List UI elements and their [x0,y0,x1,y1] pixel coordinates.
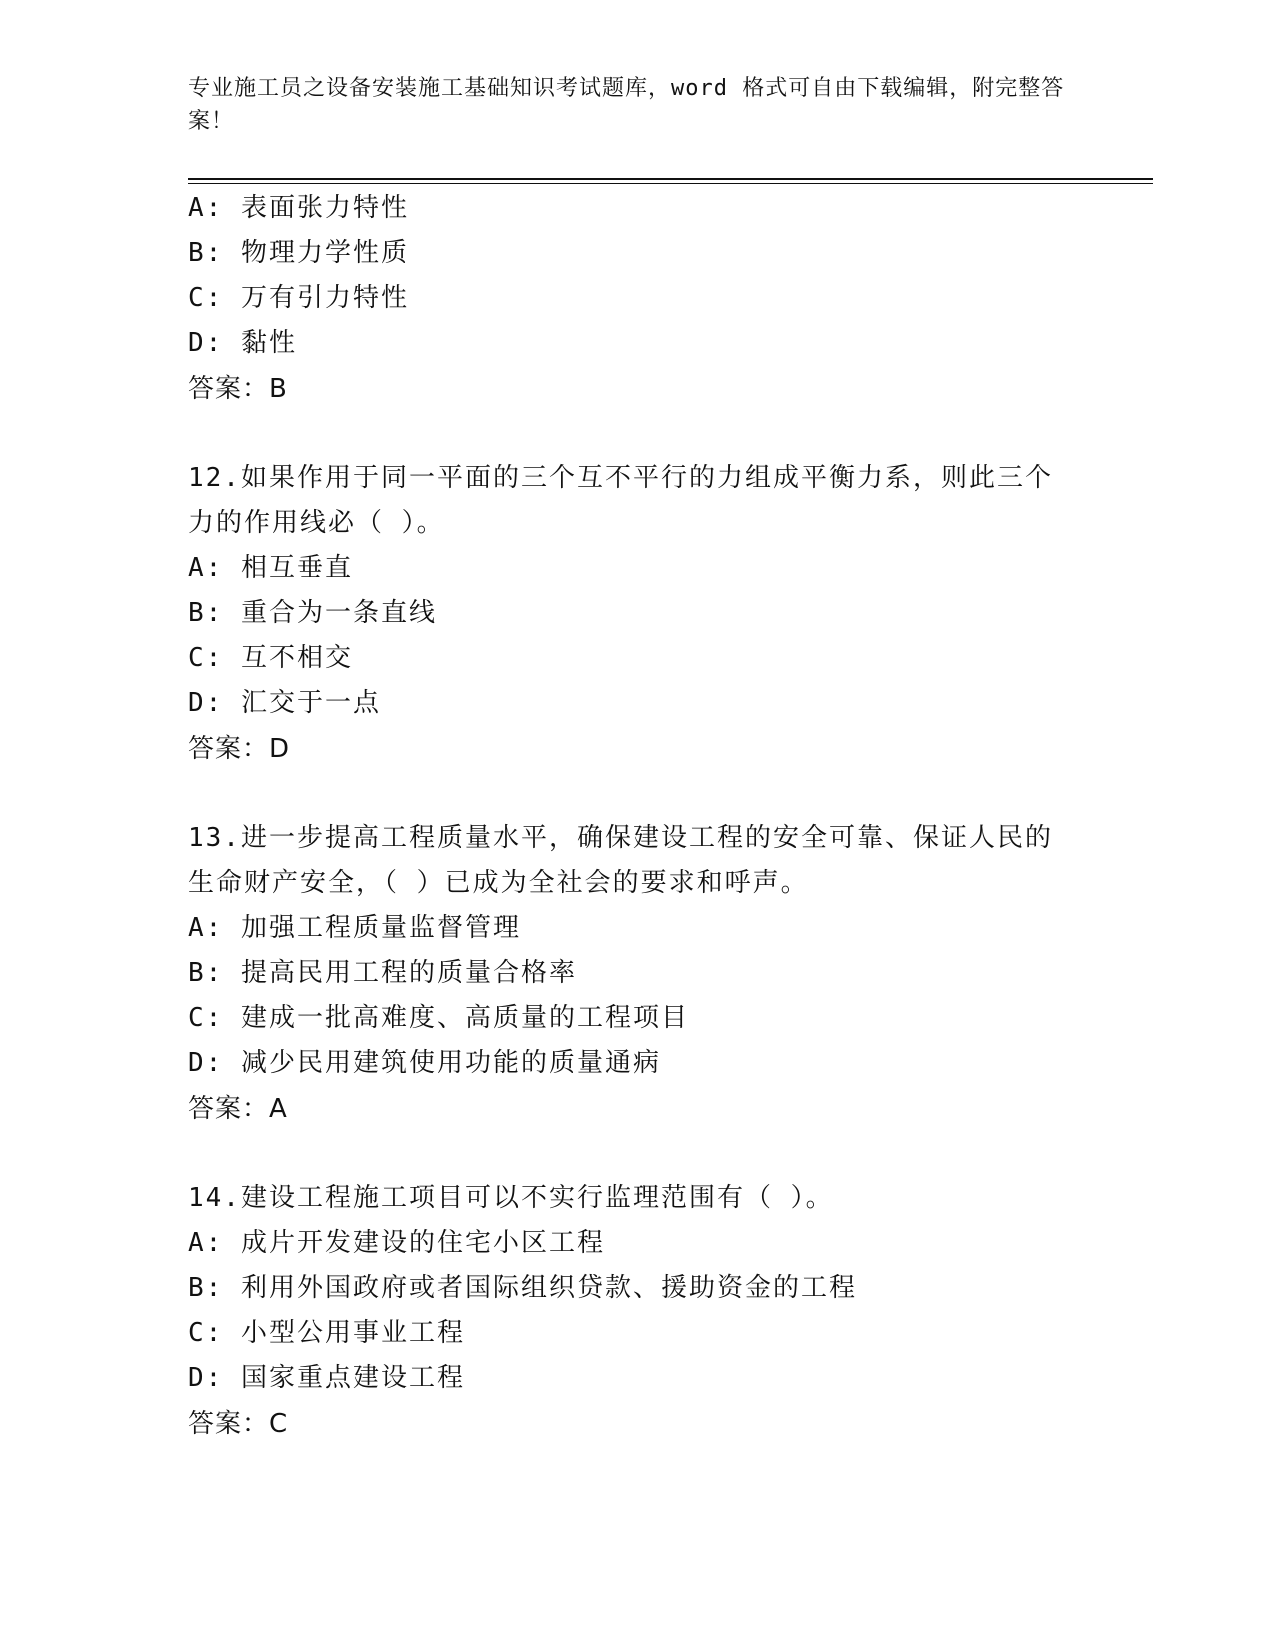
question-stem: 12.如果作用于同一平面的三个互不平行的力组成平衡力系，则此三个 [188,463,1053,493]
header-divider-thick [188,178,1153,180]
option-c: C: 互不相交 [188,643,353,673]
option-b: B: 利用外国政府或者国际组织贷款、援助资金的工程 [188,1273,857,1303]
option-a: A: 相互垂直 [188,553,353,583]
option-d: D: 国家重点建设工程 [188,1363,465,1393]
option-a: A: 加强工程质量监督管理 [188,913,521,943]
document-header: 专业施工员之设备安装施工基础知识考试题库，word 格式可自由下载编辑，附完整答案！ [188,76,1065,134]
option-c: C: 小型公用事业工程 [188,1318,465,1348]
option-d: D: 减少民用建筑使用功能的质量通病 [188,1048,661,1078]
option-c: C: 建成一批高难度、高质量的工程项目 [188,1003,689,1033]
answer-label: 答案：B [188,374,288,404]
question-stem: 力的作用线必（ ）。 [188,508,445,538]
answer-label: 答案：D [188,734,291,764]
option-b: B: 物理力学性质 [188,238,409,268]
option-b: B: 重合为一条直线 [188,598,437,628]
option-a: A: 表面张力特性 [188,193,409,223]
question-stem: 13.进一步提高工程质量水平，确保建设工程的安全可靠、保证人民的 [188,823,1053,853]
option-d: D: 黏性 [188,328,297,358]
header-divider-thin [188,183,1153,184]
option-c: C: 万有引力特性 [188,283,409,313]
option-a: A: 成片开发建设的住宅小区工程 [188,1228,605,1258]
answer-label: 答案：A [188,1094,288,1124]
question-stem: 14.建设工程施工项目可以不实行监理范围有（ ）。 [188,1183,834,1213]
option-b: B: 提高民用工程的质量合格率 [188,958,577,988]
answer-label: 答案：C [188,1409,289,1439]
option-d: D: 汇交于一点 [188,688,381,718]
question-stem: 生命财产安全，（ ）已成为全社会的要求和呼声。 [188,868,809,898]
